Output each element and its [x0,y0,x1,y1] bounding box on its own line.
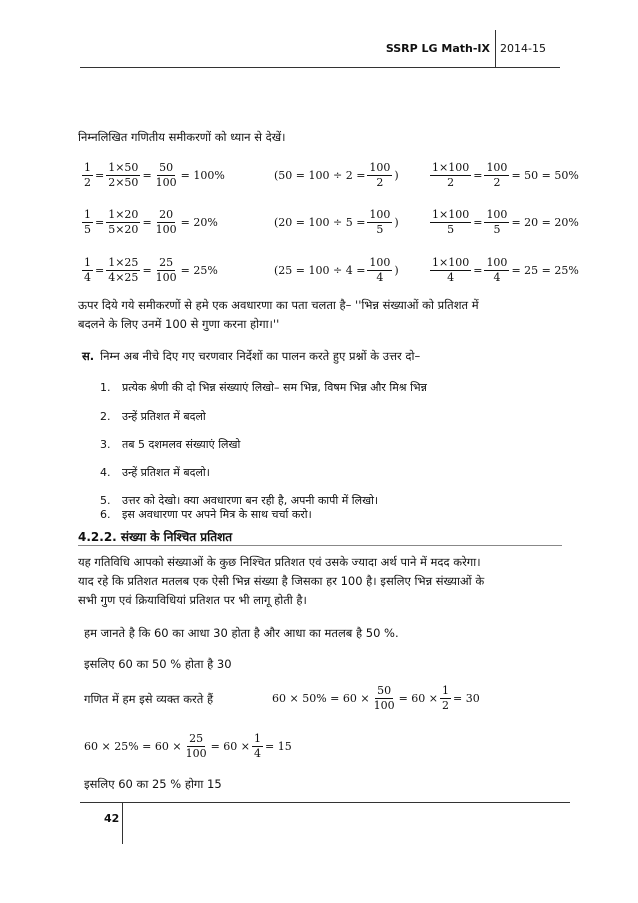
fraction: $\frac{100}{2}$ [369,161,391,189]
header-divider [495,30,496,68]
equation-row-3-left: $\frac{1}{4}$ = $\frac{1\times 25}{4\times 25}$ = $\frac{25}{100}$ = 25% [84,256,218,284]
fraction: $\frac{1\times 50}{2\times 50}$ [108,161,139,189]
running-header-title: SSRP LG Math-IX [385,42,490,55]
fraction: $\frac{1}{5}$ [84,208,91,236]
fraction: $\frac{50}{100}$ [373,684,395,712]
list-item: 1. प्रत्येक श्रेणी की दो भिन्न संख्याएं लिखो– सम भिन्न, विषम भिन्न और मिश्र भिन्न [100,381,427,394]
equation-row-3-right: $\frac{1\times 100}{4}$ = $\frac{100}{4}$ = 25 = 25% [432,256,579,284]
concept-line-2: बदलने के लिए उनमें 100 से गुणा करना होगा।'' [78,317,280,331]
math-express-text: गणित में हम इसे व्यक्त करते हैं [84,692,214,706]
instruction-label: स. [82,349,95,363]
example-equation-1: 60 × 50% = 60 × $\frac{50}{100}$ = 60 × $\frac{1}{2}$ = 30 [272,684,480,712]
fraction: $\frac{50}{100}$ [155,161,177,189]
fraction: $\frac{100}{4}$ [486,256,508,284]
list-item: 4. उन्हें प्रतिशत में बदलो। [100,466,210,479]
list-item: 3. तब 5 दशमलव संख्याएं लिखो [100,438,241,451]
equation-row-1-middle: (50 = 100 ÷ 2 = $\frac{100}{2}$ ) [274,161,399,189]
fraction: $\frac{1}{4}$ [254,732,262,760]
fraction: $\frac{25}{100}$ [185,732,207,760]
fraction: $\frac{1\times 100}{5}$ [432,208,470,236]
example-equation-2: 60 × 25% = 60 × $\frac{25}{100}$ = 60 × $\frac{1}{4}$ = 15 [84,732,292,760]
section-paragraph-line-1: यह गतिविधि आपको संख्याओं के कुछ निश्चित प्रतिशत एवं उसके ज्यादा अर्थ पाने में मदद करेगा। [78,555,481,569]
equation-row-2-right: $\frac{1\times 100}{5}$ = $\frac{100}{5}$ = 20 = 20% [432,208,579,236]
equation-row-2-middle: (20 = 100 ÷ 5 = $\frac{100}{5}$ ) [274,208,399,236]
fraction: $\frac{1\times 20}{5\times 20}$ [108,208,139,236]
fraction: $\frac{1}{2}$ [84,161,91,189]
fraction: $\frac{100}{5}$ [486,208,508,236]
equation-row-1-right: $\frac{1\times 100}{2}$ = $\frac{100}{2}$ = 50 = 50% [432,161,579,189]
so-line-2: इसलिए 60 का 25 % होगा 15 [84,777,222,791]
section-rule [78,545,562,546]
section-heading: 4.2.2. संख्या के निश्चित प्रतिशत [78,530,233,544]
fraction: $\frac{1\times 25}{4\times 25}$ [108,256,139,284]
section-paragraph-line-3: सभी गुण एवं क्रियाविधियां प्रतिशत पर भी लागू होती है। [78,593,307,607]
fraction: $\frac{1\times 100}{2}$ [432,161,470,189]
list-item: 5. उत्तर को देखो। क्या अवधारणा बन रही है, अपनी कापी में लिखो। [100,494,379,507]
running-header-year: 2014-15 [500,42,546,55]
fraction: $\frac{1\times 100}{4}$ [432,256,470,284]
intro-text: निम्नलिखित गणितीय समीकरणों को ध्यान से देखें। [78,130,286,144]
header-rule [80,67,560,68]
equation-row-1-left: $\frac{1}{2}$ = $\frac{1\times 50}{2\times 50}$ = $\frac{50}{100}$ = 100% [84,161,225,189]
fraction: $\frac{100}{4}$ [369,256,391,284]
list-item: 2. उन्हें प्रतिशत में बदलो [100,410,206,423]
instruction-text: निम्न अब नीचे दिए गए चरणवार निर्देशों का पालन करते हुए प्रश्नों के उत्तर दो– [100,349,421,363]
fraction: $\frac{1}{4}$ [84,256,91,284]
section-paragraph-line-2: याद रहे कि प्रतिशत मतलब एक ऐसी भिन्न संख्या है जिसका हर 100 है। इसलिए भिन्न संख्याओं के [78,574,485,588]
footer-divider [122,802,123,844]
fraction: $\frac{1}{2}$ [442,684,450,712]
know-line: हम जानते है कि 60 का आधा 30 होता है और आधा का मतलब है 50 %. [84,626,399,640]
page-number: 42 [104,812,120,825]
so-line-1: इसलिए 60 का 50 % होता है 30 [84,657,232,671]
fraction: $\frac{25}{100}$ [155,256,177,284]
instruction-heading [82,349,420,364]
fraction: $\frac{20}{100}$ [155,208,177,236]
fraction: $\frac{100}{5}$ [369,208,391,236]
equation-row-3-middle: (25 = 100 ÷ 4 = $\frac{100}{4}$ ) [274,256,399,284]
list-item: 6. इस अवधारणा पर अपने मित्र के साथ चर्चा करो। [100,508,312,521]
fraction: $\frac{100}{2}$ [486,161,508,189]
equation-row-2-left: $\frac{1}{5}$ = $\frac{1\times 20}{5\times 20}$ = $\frac{20}{100}$ = 20% [84,208,218,236]
concept-line-1: ऊपर दिये गये समीकरणों से हमे एक अवधारणा का पता चलता है– ''भिन्न संख्याओं को प्रतिशत में [78,298,479,312]
footer-rule [80,802,570,803]
